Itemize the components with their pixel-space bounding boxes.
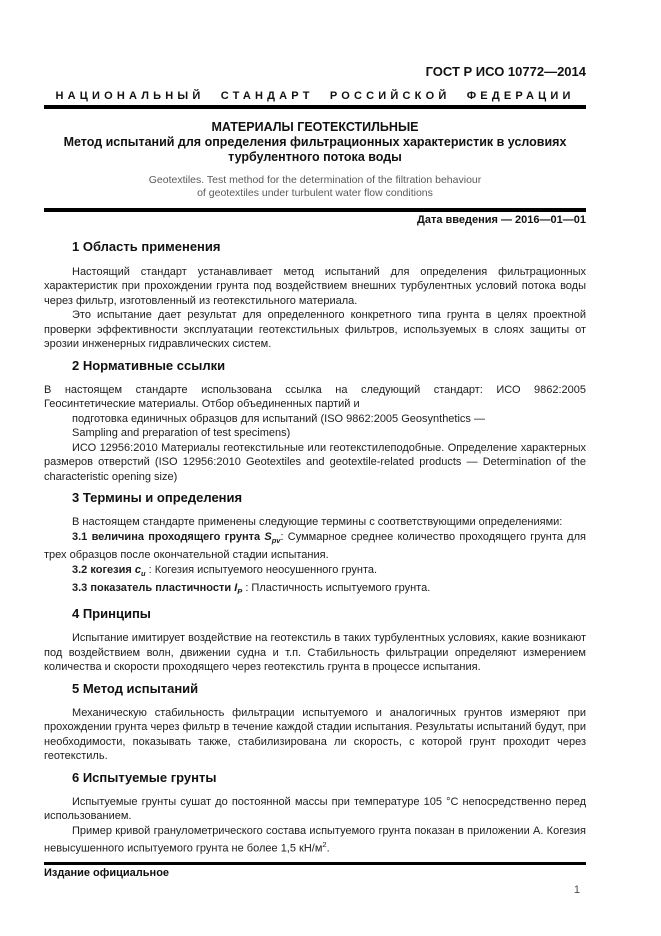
term-entry-3-3 [44, 581, 586, 600]
footer-divider-rule [44, 862, 586, 865]
official-edition-note: Издание официальное [44, 867, 170, 880]
term-symbol-subscript: u [140, 568, 146, 578]
superscript-2: 2 [322, 840, 327, 850]
section-heading-4: 4 Принципы [72, 606, 151, 622]
paragraph-text-end: . [326, 842, 330, 855]
term-number: 3.1 [72, 530, 88, 543]
document-subtitle-line2: турбулентного потока воды [228, 150, 402, 164]
reference-iso-12956: ИСО 12956:2010 Материалы геотекстильные или геотекстилеподобные. Определение характерных размеров отверстий (ISO 12956:2010 Geotextiles and geotextile-related products — Determination of the characteristic opening size) [44, 441, 586, 483]
paragraph-text: Пример кривой гранулометрического состава испытуемого грунта показан в приложении А. Когезия невысушенного испытуемого грунта не более 1,5 кН/м [44, 824, 586, 855]
section-5-paragraph-1: Механическую стабильность фильтрации испытуемого и аналогичных грунтов измеряют при прохождении грунта через фильтр в течение каждой стадии испытания. Результаты испытаний будут, при необходимости, показывать также, стабилизирована ли скорость, с которой грунт проходит через геотекстиль. [44, 706, 586, 763]
reference-iso-9862-line2: Геосинтетические материалы. Отбор объединенных партий и [44, 398, 360, 410]
page-number: 1 [573, 884, 580, 897]
reference-iso-9862-line3: подготовка единичных образцов для испытаний (ISO 9862:2005 Geosynthetics — [72, 412, 485, 425]
section-1-paragraph-2: Это испытание дает результат для определенного конкретного типа грунта в целях проектной проверки эффективности эксплуатации геотекстильных фильтров, используемых в слоях защиты от эрозии инженерных гидравлических систем. [44, 309, 586, 350]
section-heading-5: 5 Метод испытаний [72, 680, 199, 696]
term-definition: : Суммарное среднее количество проходящего грунта для трех образцов после окончательной стадии испытания. [44, 530, 586, 562]
term-symbol: S [264, 530, 272, 543]
section-heading-3: 3 Термины и определения [72, 490, 243, 505]
term-name: когезия [90, 563, 132, 576]
section-6-paragraph-1: Испытуемые грунты сушат до постоянной массы при температуре 105 °C непосредственно перед использованием. [44, 795, 586, 823]
standard-type-banner: НАЦИОНАЛЬНЫЙ СТАНДАРТ РОССИЙСКОЙ ФЕДЕРАЦИИ [55, 90, 575, 102]
section-4-paragraph-1: Испытание имитирует воздействие на геотекстиль в таких турбулентных условиях, какие возникают под воздействием волн, движении судна и т.п. Стабильность фильтрации определяют измерением количества и скорости проходящего через геотекстиль грунта в процессе испытания. [44, 632, 586, 674]
term-entry-3-2 [44, 563, 586, 582]
section-1-paragraph-1: Настоящий стандарт устанавливает метод испытаний для определения фильтрационных характеристик при прохождении грунта под воздействием внешних турбулентных условий потока воды через фильтр, изготовленный из геотекстильного материала. [44, 265, 586, 307]
terms-intro: В настоящем стандарте применены следующие термины с соответствующими определениями: [72, 516, 563, 528]
section-6-paragraph-2 [44, 824, 586, 857]
term-name: показатель пластичности [90, 582, 232, 595]
term-number: 3.3 [72, 582, 88, 595]
header-divider-rule [44, 105, 586, 109]
document-subtitle-line1: Метод испытаний для определения фильтрационных характеристик в условиях [63, 135, 567, 149]
term-symbol-subscript: P [237, 587, 243, 597]
reference-code-iso-9862: ИСО 9862:2005 [496, 383, 586, 396]
term-entry-3-1 [44, 530, 586, 563]
term-definition: : Пластичность испытуемого грунта. [242, 582, 431, 595]
document-title-en-line1: Geotextiles. Test method for the determination of the filtration behaviour [148, 174, 482, 186]
section-heading-6: 6 Испытуемые грунты [72, 769, 217, 785]
term-symbol-subscript: pv [271, 535, 281, 545]
reference-iso-9862-line4: Sampling and preparation of test specimens) [72, 427, 291, 439]
reference-iso-9862-line1 [44, 383, 586, 398]
doc-number: ГОСТ Р ИСО 10772—2014 [425, 64, 586, 79]
section-heading-1: 1 Область применения [72, 238, 221, 254]
document-title-en-line2: of geotextiles under turbulent water flow conditions [197, 187, 433, 199]
page-content [44, 0, 586, 897]
term-name: величина проходящего грунта [91, 530, 261, 543]
effective-date: Дата введения — 2016—01—01 [417, 213, 586, 226]
term-symbol: c [134, 563, 141, 576]
term-symbol: I [234, 582, 238, 595]
date-divider-rule [44, 208, 586, 212]
reference-intro-text: В настоящем стандарте использована ссылка на следующий стандарт: [44, 383, 483, 396]
document-title-ru: МАТЕРИАЛЫ ГЕОТЕКСТИЛЬНЫЕ [211, 119, 419, 134]
term-definition: : Когезия испытуемого неосушенного грунта. [145, 563, 378, 576]
term-number: 3.2 [72, 563, 88, 576]
section-heading-2: 2 Нормативные ссылки [72, 357, 226, 373]
